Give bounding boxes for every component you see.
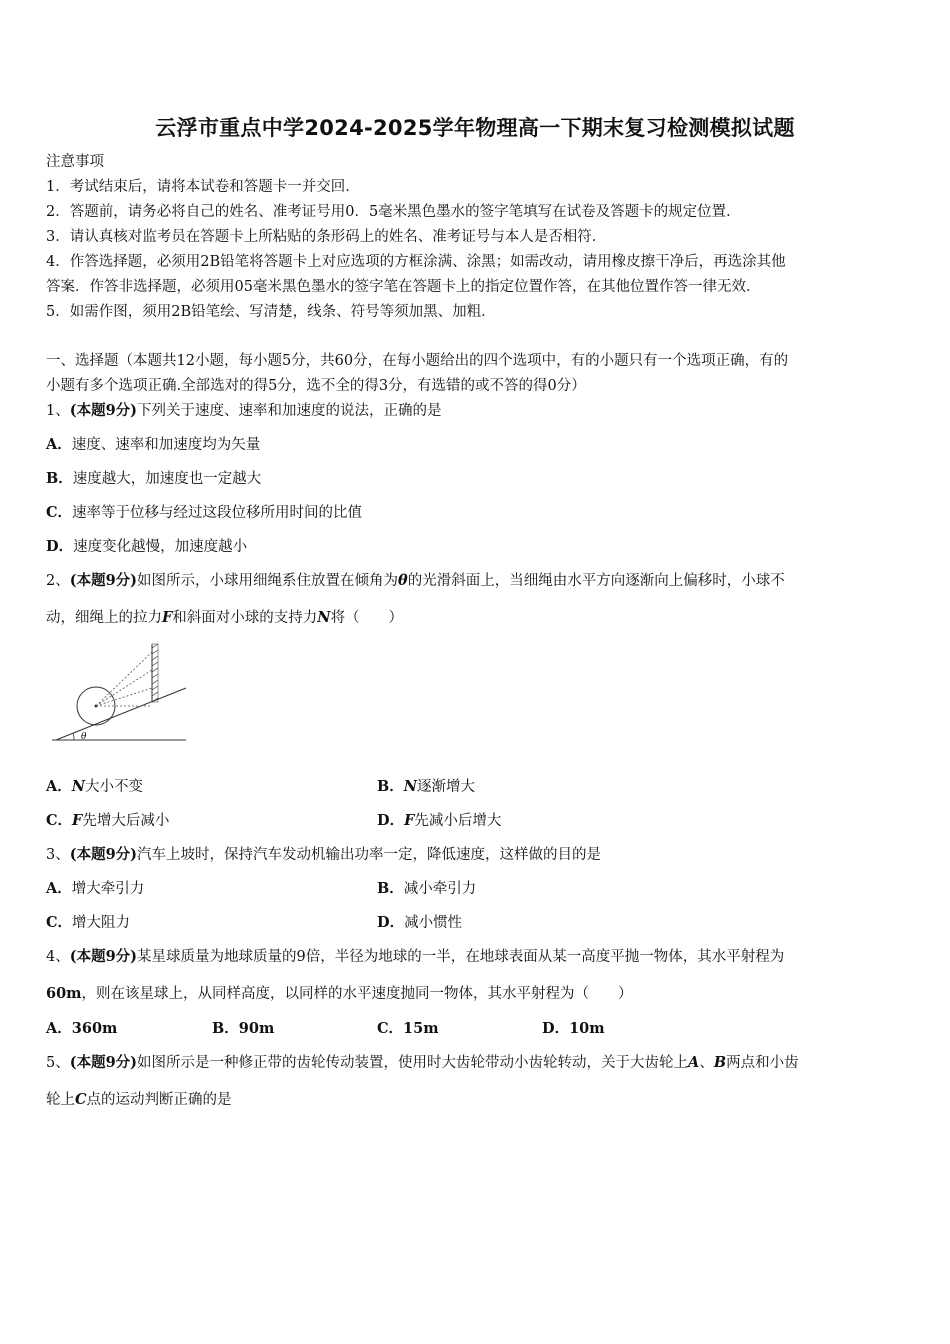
option-variable: F — [72, 812, 83, 829]
question-5-stem-cont — [46, 1090, 232, 1110]
option-label: B． — [212, 1020, 239, 1037]
option-text: 先减小后增大 — [414, 813, 502, 829]
page-title: 云浮市重点中学2024-2025学年物理高一下期末复习检测模拟试题 — [155, 116, 795, 140]
normal-force-symbol: N — [317, 609, 331, 626]
option-label: C． — [46, 812, 73, 829]
question-text: 如图所示是一种修正带的齿轮传动装置，使用时大齿轮带动小齿轮转动，关于大齿轮上 — [137, 1055, 689, 1071]
point-c-symbol: C — [75, 1091, 87, 1108]
option-variable: N — [71, 778, 86, 795]
point-a-symbol: A — [688, 1054, 700, 1071]
question-1-stem — [46, 401, 442, 421]
point-b-symbol: B — [713, 1054, 727, 1071]
question-3-stem — [46, 845, 601, 865]
question-2-option-d — [377, 811, 501, 831]
option-text: 增大牵引力 — [71, 881, 145, 897]
notice-item: 3．请认真核对监考员在答题卡上所粘贴的条形码上的姓名、准考证号与本人是否相符． — [46, 229, 607, 245]
notice-item: 2．答题前，请务必将自己的姓名、准考证号用0．5毫米黑色墨水的签字笔填写在试卷及答题卡的规定位置． — [46, 204, 741, 220]
question-4-option-b — [212, 1019, 274, 1039]
option-label: D． — [377, 812, 405, 829]
question-text: ，则在该星球上，从同样高度，以同样的水平速度抛同一物体，其水平射程为（ ） — [81, 986, 633, 1002]
option-label: D． — [46, 538, 74, 555]
option-text: 减小牵引力 — [403, 881, 477, 897]
option-text: 速度、速率和加速度均为矢量 — [71, 437, 261, 453]
option-label: A． — [46, 436, 72, 453]
section-heading-cont: 小题有多个选项正确.全部选对的得5分，选不全的得3分，有选错的或不答的得0分） — [46, 378, 586, 394]
option-label: B． — [377, 778, 404, 795]
option-text: 10m — [569, 1020, 605, 1037]
option-text: 90m — [238, 1020, 275, 1037]
question-3-option-d — [377, 913, 462, 933]
option-label: A． — [46, 778, 72, 795]
option-text: 大小不变 — [85, 779, 144, 795]
option-text: 速度变化越慢，加速度越小 — [73, 539, 248, 555]
section-heading: 一、选择题（本题共12小题，每小题5分，共60分，在每小题给出的四个选项中，有的小题只有一个选项正确，有的 — [46, 353, 789, 369]
question-1-option-a — [46, 435, 260, 455]
question-text: 和斜面对小球的支持力 — [172, 610, 318, 626]
option-text: 逐渐增大 — [417, 779, 476, 795]
figure-theta-label: θ — [81, 732, 87, 742]
option-text: 速度越大，加速度也一定越大 — [72, 471, 262, 487]
question-2-stem — [46, 571, 785, 591]
option-text: 速率等于位移与经过这段位移所用时间的比值 — [72, 505, 363, 521]
question-4-option-a — [46, 1019, 117, 1039]
question-text: 汽车上坡时，保持汽车发动机输出功率一定，降低速度，这样做的目的是 — [137, 847, 602, 863]
option-label: A． — [46, 880, 72, 897]
question-1-option-d — [46, 537, 247, 557]
question-2-option-b — [377, 777, 475, 797]
notice-item: 5．如需作图，须用2B铅笔绘、写清楚，线条、符号等须加黑、加粗． — [46, 304, 496, 320]
question-score: (本题9分) — [69, 846, 138, 863]
option-label: D． — [542, 1020, 570, 1037]
option-label: D． — [377, 914, 405, 931]
question-text: 将（ ） — [330, 610, 404, 626]
option-text: 减小惯性 — [404, 915, 463, 931]
question-4-option-d — [542, 1019, 605, 1039]
question-5-stem — [46, 1053, 799, 1073]
question-text: 的光滑斜面上，当细绳由水平方向逐渐向上偏移时，小球不 — [407, 573, 785, 589]
option-label: C． — [46, 504, 73, 521]
option-label: B． — [46, 470, 73, 487]
question-score: (本题9分) — [69, 1054, 138, 1071]
notice-item: 答案．作答非选择题，必须用05毫米黑色墨水的签字笔在答题卡上的指定位置作答，在其他位置作答一律无效． — [46, 279, 761, 295]
question-4-option-c — [377, 1019, 439, 1039]
question-4-stem — [46, 947, 784, 967]
question-text: 轮上 — [46, 1092, 75, 1108]
question-text: 动，细绳上的拉力 — [46, 610, 162, 626]
option-text: 先增大后减小 — [82, 813, 170, 829]
question-score: (本题9分) — [69, 402, 138, 419]
question-2-option-a — [46, 777, 143, 797]
question-1-option-b — [46, 469, 261, 489]
option-text: 360m — [71, 1020, 118, 1037]
question-text: 点的运动判断正确的是 — [86, 1092, 232, 1108]
question-3-option-a — [46, 879, 144, 899]
option-variable: F — [404, 812, 415, 829]
question-4-stem-cont — [46, 984, 633, 1004]
question-number: 4、 — [46, 949, 70, 965]
notice-item: 4．作答选择题，必须用2B铅笔将答题卡上对应选项的方框涂满、涂黑；如需改动，请用橡皮擦干净后，再选涂其他 — [46, 254, 786, 270]
option-variable: N — [403, 778, 418, 795]
question-3-option-c — [46, 913, 130, 933]
option-label: A． — [46, 1020, 72, 1037]
incline-ball-figure — [52, 640, 192, 750]
option-text: 15m — [403, 1020, 439, 1037]
question-number: 1、 — [46, 403, 70, 419]
force-symbol: F — [162, 609, 173, 626]
question-3-option-b — [377, 879, 476, 899]
separator: 、 — [699, 1055, 714, 1071]
option-text: 增大阻力 — [72, 915, 131, 931]
question-2-stem-cont — [46, 608, 403, 628]
notice-item: 1．考试结束后，请将本试卷和答题卡一并交回． — [46, 179, 360, 195]
question-2-option-c — [46, 811, 169, 831]
notice-heading: 注意事项 — [46, 154, 104, 170]
theta-symbol: θ — [398, 572, 408, 589]
question-text: 如图所示，小球用细绳系住放置在倾角为 — [137, 573, 399, 589]
option-label: C． — [377, 1020, 404, 1037]
question-number: 2、 — [46, 573, 70, 589]
question-1-option-c — [46, 503, 362, 523]
question-score: (本题9分) — [69, 572, 138, 589]
question-score: (本题9分) — [69, 948, 138, 965]
option-label: B． — [377, 880, 404, 897]
question-text: 某星球质量为地球质量的9倍，半径为地球的一半，在地球表面从某一高度平抛一物体，其水平射程为 — [137, 949, 785, 965]
question-text: 两点和小齿 — [726, 1055, 799, 1071]
option-label: C． — [46, 914, 73, 931]
question-text: 下列关于速度、速率和加速度的说法，正确的是 — [137, 403, 442, 419]
question-number: 3、 — [46, 847, 70, 863]
distance-value: 60m — [46, 985, 82, 1002]
question-number: 5、 — [46, 1055, 70, 1071]
